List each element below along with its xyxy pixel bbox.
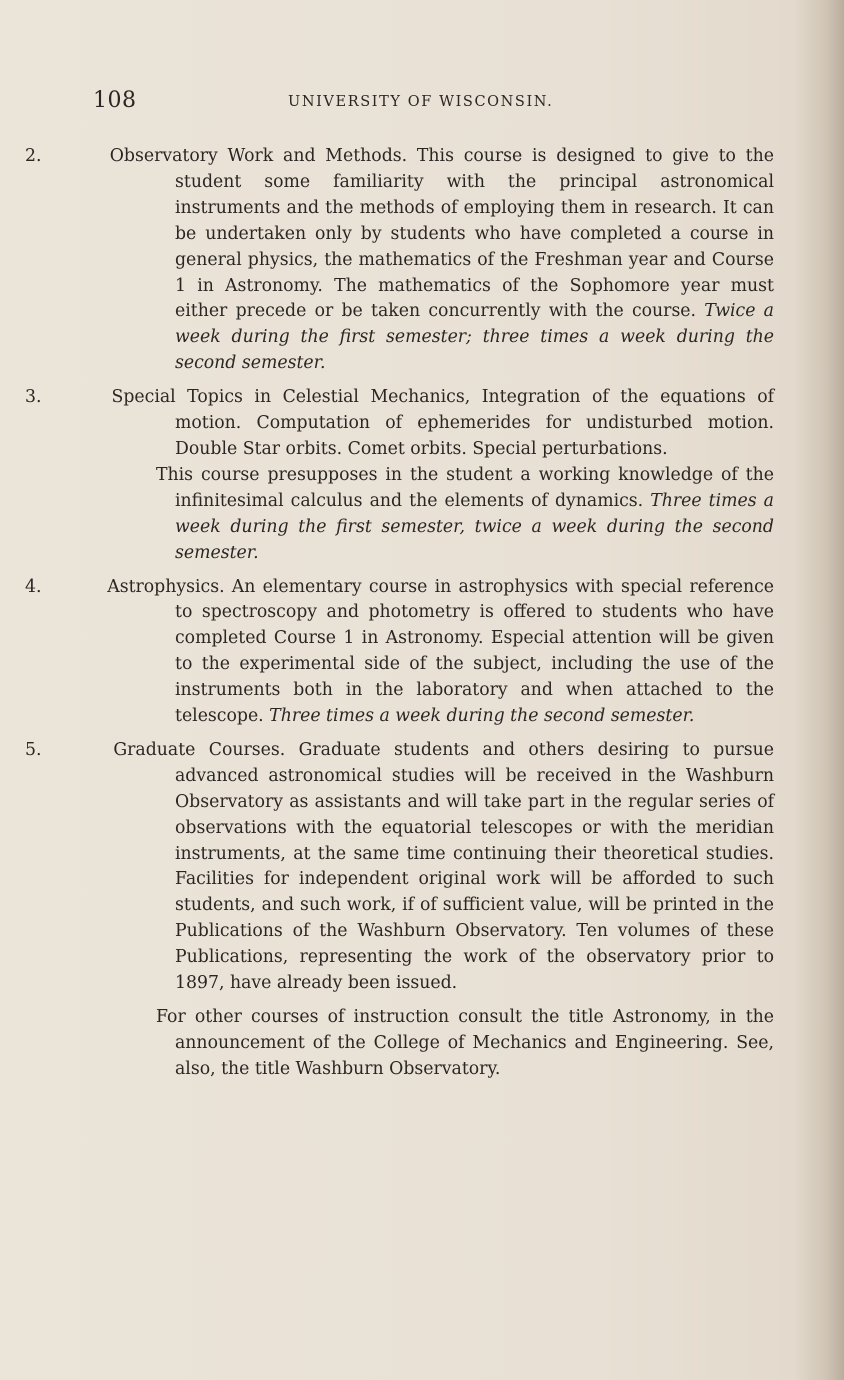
course-schedule: Three times a week during the second semester.: [269, 706, 695, 727]
course-3-prerequisites: [156, 463, 774, 567]
course-description: Graduate students and others desiring to pursue advanced astronomical studies will be received in the Washburn Observatory as assistants and will take part in the regular series of observations with the equatorial telescopes or with the meridian instruments, at the same time continuing their theoretical studies. Facilities for independent original work will be afforded to such students, and such work, if of sufficient value, will be printed in the Publications of the Washburn Observatory. Ten volumes of these Publications, representing the work of the observatory prior to 1897, have already been issued.: [175, 739, 774, 994]
course-description: Integration of the equations of motion. Computation of ephemerides for undisturbed motion. Double Star orbits. Comet orbits. Special perturbations.: [175, 387, 775, 459]
course-entry-2: 2. Observatory Work and Methods. This course is designed to give to the student some familiarity with the principal astronomical instruments and the methods of employing them in research. It can be undertaken only by students who have completed a course in general physics, the mathematics of the Freshman year and Course 1 in Astronomy. The mathematics of the Sophomore year must either precede or be taken concurrently with the course. Twice a week during the first semester; three times a week during the second semester.: [25, 146, 774, 374]
course-schedule: Three times a week during the first semester, twice a week during the second semester.: [175, 490, 774, 563]
course-extra: This course presupposes in the student a working knowledge of the infinitesimal calculus and the elements of dynamics.: [156, 464, 774, 511]
page-header: [93, 88, 773, 120]
course-entry-5: 5. Graduate Courses. Graduate students and others desiring to pursue advanced astronomical studies will be received in the Washburn Observatory as assistants and will take part in the regular series of observations with the equatorial telescopes or with the meridian instruments, at the same time continuing their theoretical studies. Facilities for independent original work will be afforded to such students, and such work, if of sufficient value, will be printed in the Publications of the Washburn Observatory. Ten volumes of these Publications, representing the work of the observatory prior to 1897, have already been issued.: [25, 739, 774, 994]
course-title: Astrophysics.: [107, 576, 225, 597]
page-number: 108: [93, 88, 137, 113]
course-entry-3: 3. Special Topics in Celestial Mechanics, Integration of the equations of motion. Computation of ephemerides for undisturbed motion. Double Star orbits. Comet orbits. Special perturbations.: [25, 387, 775, 459]
course-title: Special Topics in Celestial Mechanics,: [111, 387, 471, 408]
course-description: An elementary course in astrophysics with special reference to spectroscopy and photometry is offered to students who have completed Course 1 in Astronomy. Especial attention will be given to the experimental side of the subject, including the use of the instruments both in the laboratory and when attached to the telescope.: [175, 576, 774, 727]
course-title: Graduate Courses.: [113, 739, 286, 760]
course-schedule: Twice a week during the first semester; three times a week during the second semester.: [175, 301, 774, 374]
running-head: UNIVERSITY OF WISCONSIN.: [288, 94, 554, 110]
course-listing: [25, 144, 775, 1083]
course-description: This course is designed to give to the student some familiarity with the principal astronomical instruments and the methods of employing them in research. It can be undertaken only by students who have completed a course in general physics, the mathematics of the Freshman year and Course 1 in Astronomy. The mathematics of the Sophomore year must either precede or be taken concurrently with the course.: [175, 146, 774, 322]
closing-note: For other courses of instruction consult the title Astronomy, in the announcement of the College of Mechanics and Engineering. See, also, the title Washburn Observatory.: [156, 1007, 774, 1079]
course-title: Observatory Work and Methods.: [109, 146, 408, 166]
course-entry-4: 4. Astrophysics. An elementary course in astrophysics with special reference to spectroscopy and photometry is offered to students who have completed Course 1 in Astronomy. Especial attention will be given to the experimental side of the subject, including the use of the instruments both in the laboratory and when attached to the telescope. Three times a week during the second semester.: [25, 576, 774, 727]
